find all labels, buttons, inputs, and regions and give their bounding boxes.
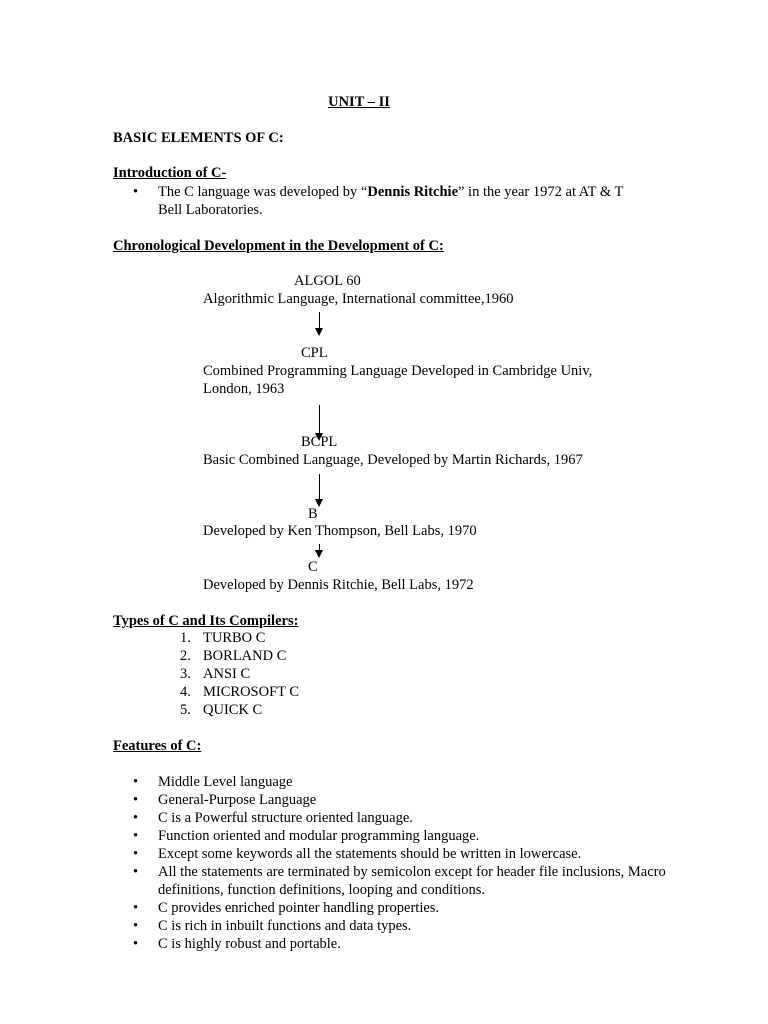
list-item: • Middle Level language: [133, 774, 293, 790]
section-heading: BASIC ELEMENTS OF C:: [113, 130, 284, 146]
chronology-heading: Chronological Development in the Development of C:: [113, 238, 444, 254]
bullet-marker: •: [133, 184, 139, 200]
compilers-heading: Types of C and Its Compilers:: [113, 613, 299, 629]
list-item: • C is rich in inbuilt functions and data types.: [133, 918, 412, 934]
list-item: 1. TURBO C: [180, 630, 266, 646]
features-heading: Features of C:: [113, 738, 202, 754]
list-item: • General-Purpose Language: [133, 792, 317, 808]
list-item: 5. QUICK C: [180, 702, 263, 718]
intro-bullet-text: The C language was developed by “Dennis Ritchie” in the year 1972 at AT & T Bell Laboratories.: [158, 184, 624, 218]
intro-bullet: [113, 183, 673, 219]
list-item: • C is a Powerful structure oriented language.: [133, 810, 413, 826]
dennis-ritchie-bold: Dennis Ritchie: [367, 184, 458, 200]
node-algol-desc: Algorithmic Language, International committee,1960: [203, 291, 514, 307]
node-cpl-name: CPL: [301, 345, 328, 361]
intro-heading: Introduction of C-: [113, 165, 227, 181]
node-cpl-desc-line2: London, 1963: [203, 381, 285, 397]
list-item: • All the statements are terminated by semicolon except for header file inclusions, Macro definitions, function definitions, looping and conditions.: [133, 864, 666, 898]
node-bcpl-name: BCPL: [301, 434, 338, 450]
node-bcpl-desc: Basic Combined Language, Developed by Martin Richards, 1967: [203, 452, 583, 468]
features-list: [113, 773, 713, 953]
node-b-desc: Developed by Ken Thompson, Bell Labs, 1970: [203, 523, 477, 539]
node-b-name: B: [308, 506, 318, 522]
node-c-desc: Developed by Dennis Ritchie, Bell Labs, 1972: [203, 577, 474, 593]
compilers-list: [180, 629, 380, 719]
node-cpl-desc-line1: Combined Programming Language Developed in Cambridge Univ,: [203, 363, 593, 379]
list-item: • C is highly robust and portable.: [133, 936, 341, 952]
page-title: UNIT – II: [328, 94, 390, 110]
node-algol-name: ALGOL 60: [294, 273, 361, 289]
list-item: • Except some keywords all the statements should be written in lowercase.: [133, 846, 582, 862]
list-item: • C provides enriched pointer handling properties.: [133, 900, 440, 916]
node-c-name: C: [308, 559, 318, 575]
list-item: • Function oriented and modular programming language.: [133, 828, 480, 844]
list-item: 3. ANSI C: [180, 666, 251, 682]
list-item: 4. MICROSOFT C: [180, 684, 300, 700]
list-item: 2. BORLAND C: [180, 648, 287, 664]
